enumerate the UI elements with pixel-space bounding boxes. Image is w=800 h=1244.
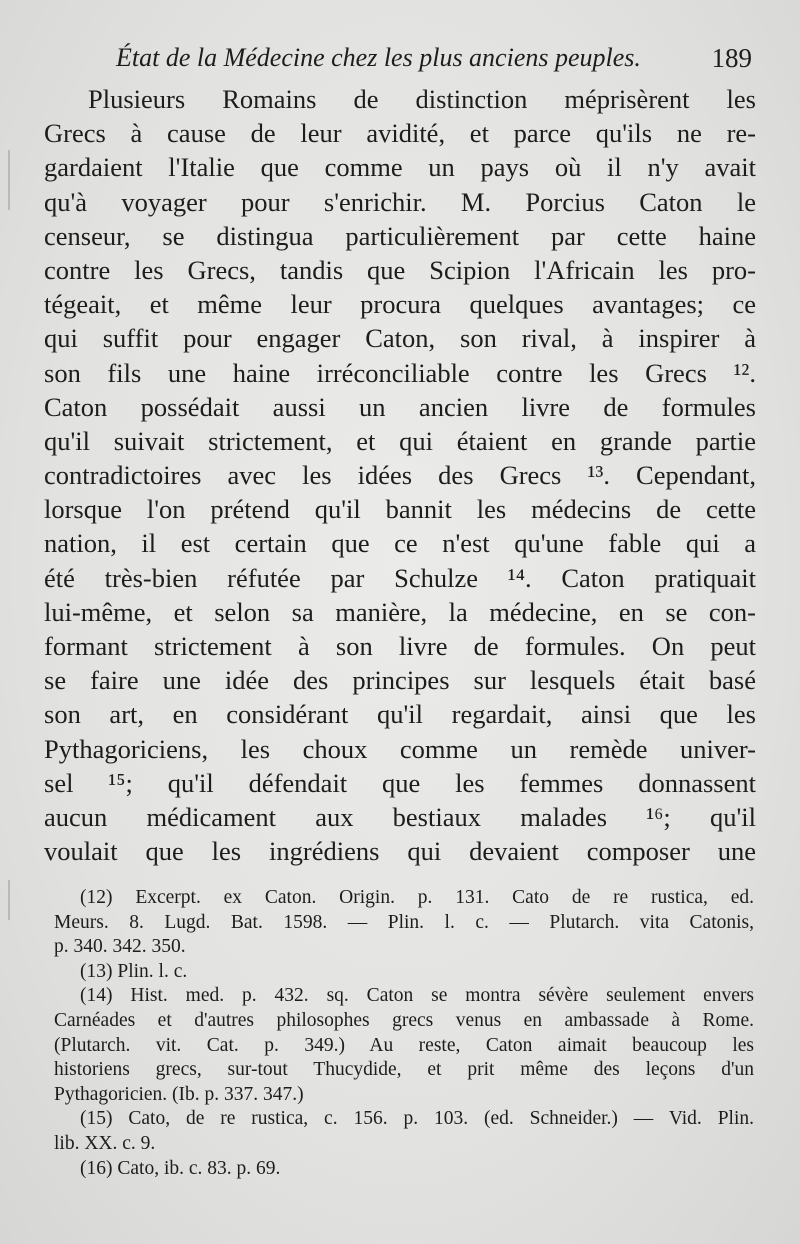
body-line: qu'il suivait strictement, et qui étaient en grande partie xyxy=(44,425,756,456)
footnote-line: (12) Excerpt. ex Caton. Origin. p. 131. Cato de re rustica, ed. xyxy=(80,887,754,908)
body-line: contre les Grecs, tandis que Scipion l'Africain les pro- xyxy=(44,254,756,285)
footnote-line: lib. XX. c. 9. xyxy=(54,1132,156,1154)
body-line: lui-même, et selon sa manière, la médecine, en se con- xyxy=(44,596,756,627)
body-line: se faire une idée des principes sur lesquels était basé xyxy=(44,665,756,696)
footnote-line: historiens grecs, sur-tout Thucydide, et prit même des leçons d'un xyxy=(54,1059,754,1081)
footnote-line: p. 340. 342. 350. xyxy=(54,936,186,958)
body-line: lorsque l'on prétend qu'il bannit les médecins de cette xyxy=(44,494,756,525)
scan-gutter-mark xyxy=(8,880,10,920)
body-line: tégeait, et même leur procura quelques avantages; ce xyxy=(44,289,756,320)
body-line: Grecs à cause de leur avidité, et parce qu'ils ne re- xyxy=(44,118,756,149)
body-line: été très-bien réfutée par Schulze ¹⁴. Caton pratiquait xyxy=(44,562,756,593)
footnote-line: (13) Plin. l. c. xyxy=(80,960,188,982)
footnote-line: Carnéades et d'autres philosophes grecs venus en ambassade à Rome. xyxy=(54,1009,754,1031)
page-number: 189 xyxy=(711,43,752,73)
body-line: Plusieurs Romains de distinction méprisèrent les xyxy=(88,84,756,114)
body-line: contradictoires avec les idées des Grecs ¹³. Cependant, xyxy=(44,460,756,491)
running-title: État de la Médecine chez les plus anciens peuples. xyxy=(116,43,641,72)
body-line: sel ¹⁵; qu'il défendait que les femmes donnassent xyxy=(44,767,756,798)
body-line: nation, il est certain que ce n'est qu'une fable qui a xyxy=(44,528,756,559)
body-line: Caton possédait aussi un ancien livre de formules xyxy=(44,391,756,422)
body-line: voulait que les ingrédiens qui devaient composer une xyxy=(44,836,756,867)
footnote-line: (14) Hist. med. p. 432. sq. Caton se montra sévère seulement envers xyxy=(80,985,754,1007)
footnote-line: (Plutarch. vit. Cat. p. 349.) Au reste, Caton aimait beaucoup les xyxy=(54,1034,754,1056)
body-line: son fils une haine irréconciliable contre les Grecs ¹². xyxy=(44,357,756,388)
body-line: qu'à voyager pour s'enrichir. M. Porcius Caton le xyxy=(44,186,756,217)
body-line: formant strictement à son livre de formules. On peut xyxy=(44,631,756,661)
scan-gutter-mark xyxy=(8,150,10,210)
body-line: censeur, se distingua particulièrement par cette haine xyxy=(44,220,756,251)
body-line: Pythagoriciens, les choux comme un remède univer- xyxy=(44,733,756,764)
body-paragraph xyxy=(44,82,756,868)
footnotes xyxy=(54,886,754,1181)
footnote-line: Pythagoricien. (Ib. p. 337. 347.) xyxy=(54,1083,304,1105)
body-line: son art, en considérant qu'il regardait, ainsi que les xyxy=(44,699,756,730)
body-line: gardaient l'Italie que comme un pays où il n'y avait xyxy=(44,152,756,183)
footnote-line: Meurs. 8. Lugd. Bat. 1598. — Plin. l. c. — Plutarch. vita Catonis, xyxy=(54,911,754,933)
page-header xyxy=(116,38,752,78)
footnote-line: (16) Cato, ib. c. 83. p. 69. xyxy=(80,1157,281,1179)
footnote-line: (15) Cato, de re rustica, c. 156. p. 103. (ed. Schneider.) — Vid. Plin. xyxy=(80,1108,754,1130)
body-line: aucun médicament aux bestiaux malades ¹⁶; qu'il xyxy=(44,801,756,832)
body-line: qui suffit pour engager Caton, son rival, à inspirer à xyxy=(44,323,756,354)
